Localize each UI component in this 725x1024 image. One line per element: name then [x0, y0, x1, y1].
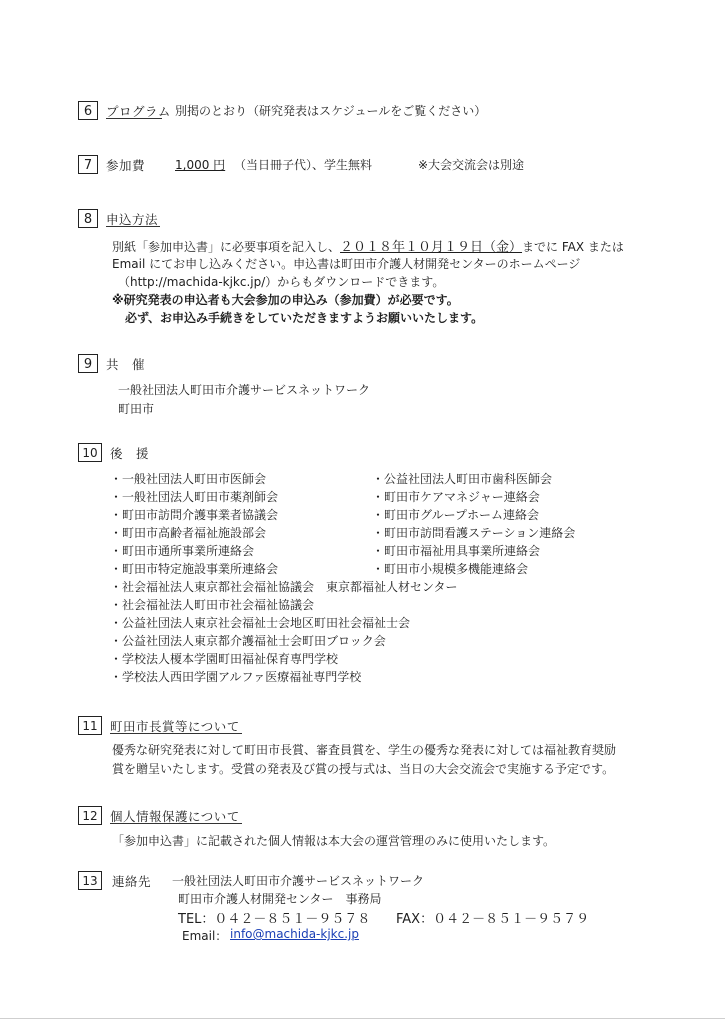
section-number-8: 8 — [78, 209, 98, 228]
application-notice-2: 必ず、お申込み手続きをしていただきますようお願いいたします。 — [125, 311, 484, 325]
section-heading-fee: 参加費 — [106, 158, 146, 173]
organizer-2: 町田市 — [118, 402, 155, 416]
contact-fax: FAX：０４２－８５１－９５７９ — [396, 912, 590, 927]
party-fee-note: ※大会交流会は別途 — [418, 158, 525, 172]
supporter-left-5: ・町田市通所事業所連絡会 — [110, 544, 255, 558]
supporter-left-1: ・一般社団法人町田市医師会 — [110, 472, 267, 486]
award-line-1: 優秀な研究発表に対して町田市長賞、審査員賞を、学生の優秀な発表に対しては福祉教育奨励 — [112, 743, 617, 757]
supporter-left-2: ・一般社団法人町田市薬剤師会 — [110, 490, 279, 504]
section-heading-contact: 連絡先 — [112, 874, 152, 889]
privacy-text: 「参加申込書」に記載された個人情報は本大会の運営管理のみに使用いたします。 — [112, 834, 556, 848]
supporter-right-5: ・町田市福祉用具事業所連絡会 — [372, 544, 541, 558]
fee-amount: 1,000 円 — [175, 158, 226, 172]
contact-email-link[interactable]: info@machida-kjkc.jp — [230, 927, 359, 941]
heading-underline — [106, 118, 162, 119]
application-method: までに FAX または — [522, 240, 624, 254]
supporter-full-3: ・公益社団法人東京社会福祉士会地区町田社会福祉士会 — [110, 616, 411, 630]
section-number-6: 6 — [78, 101, 98, 120]
supporter-left-6: ・町田市特定施設事業所連絡会 — [110, 562, 279, 576]
contact-org: 一般社団法人町田市介護サービスネットワーク — [172, 874, 425, 888]
page-bottom-edge — [0, 1018, 725, 1019]
section-heading-program: プログラム — [106, 104, 171, 119]
application-notice-1: ※研究発表の申込者も大会参加の申込み（参加費）が必要です。 — [112, 293, 459, 307]
organizer-1: 一般社団法人町田市介護サービスネットワーク — [118, 383, 371, 397]
application-line-1 — [112, 236, 624, 255]
section-number-10: 10 — [78, 443, 102, 462]
supporter-full-2: ・社会福祉法人町田市社会福祉協議会 — [110, 598, 315, 612]
supporter-right-3: ・町田市グループホーム連絡会 — [372, 508, 540, 522]
supporter-full-4: ・公益社団法人東京都介護福祉士会町田ブロック会 — [110, 634, 386, 648]
section-heading-application: 申込方法 — [106, 212, 159, 227]
application-deadline: ２０１８年１０月１９日（金） — [340, 240, 523, 255]
supporter-full-5: ・学校法人榎本学園町田福祉保育専門学校 — [110, 652, 339, 666]
contact-tel: TEL：０４２－８５１－９５７８ — [178, 912, 371, 927]
supporter-full-6: ・学校法人西田学園アルファ医療福祉専門学校 — [110, 670, 362, 684]
supporter-right-6: ・町田市小規模多機能連絡会 — [372, 562, 529, 576]
heading-underline — [110, 733, 242, 734]
supporter-right-1: ・公益社団法人町田市歯科医師会 — [372, 472, 553, 486]
contact-office: 町田市介護人材開発センター 事務局 — [178, 892, 382, 906]
supporter-right-4: ・町田市訪問看護ステーション連絡会 — [372, 526, 576, 540]
section-number-7: 7 — [78, 155, 98, 174]
supporter-left-3: ・町田市訪問介護事業者協議会 — [110, 508, 279, 522]
section-heading-organizer: 共 催 — [106, 357, 146, 372]
section-number-9: 9 — [78, 354, 98, 373]
program-text: 別掲のとおり（研究発表はスケジュールをご覧ください） — [175, 104, 487, 118]
fee-note: （当日冊子代）、学生無料 — [234, 158, 373, 172]
heading-underline — [110, 823, 242, 824]
section-number-12: 12 — [78, 806, 102, 825]
supporter-full-1: ・社会福祉法人東京都社会福祉協議会 東京都福祉人材センター — [110, 580, 458, 594]
section-heading-privacy: 個人情報保護について — [110, 809, 240, 824]
supporter-right-2: ・町田市ケアマネジャー連絡会 — [372, 490, 540, 504]
section-heading-award: 町田市長賞等について — [110, 719, 240, 734]
section-number-11: 11 — [78, 716, 102, 735]
award-line-2: 賞を贈呈いたします。受賞の発表及び賞の授与式は、当日の大会交流会で実施する予定です。 — [112, 762, 615, 776]
section-number-13: 13 — [78, 871, 102, 890]
application-intro: 別紙「参加申込書」に必要事項を記入し、 — [112, 240, 341, 254]
section-heading-support: 後 援 — [110, 446, 150, 461]
application-line-3: （http://machida-kjkc.jp/）からもダウンロードできます。 — [118, 275, 445, 289]
heading-underline — [106, 226, 160, 227]
application-line-2: Email にてお申し込みください。申込書は町田市介護人材開発センターのホームページ — [112, 257, 581, 271]
contact-email-label: Email： — [182, 929, 228, 943]
supporter-left-4: ・町田市高齢者福祉施設部会 — [110, 526, 267, 540]
